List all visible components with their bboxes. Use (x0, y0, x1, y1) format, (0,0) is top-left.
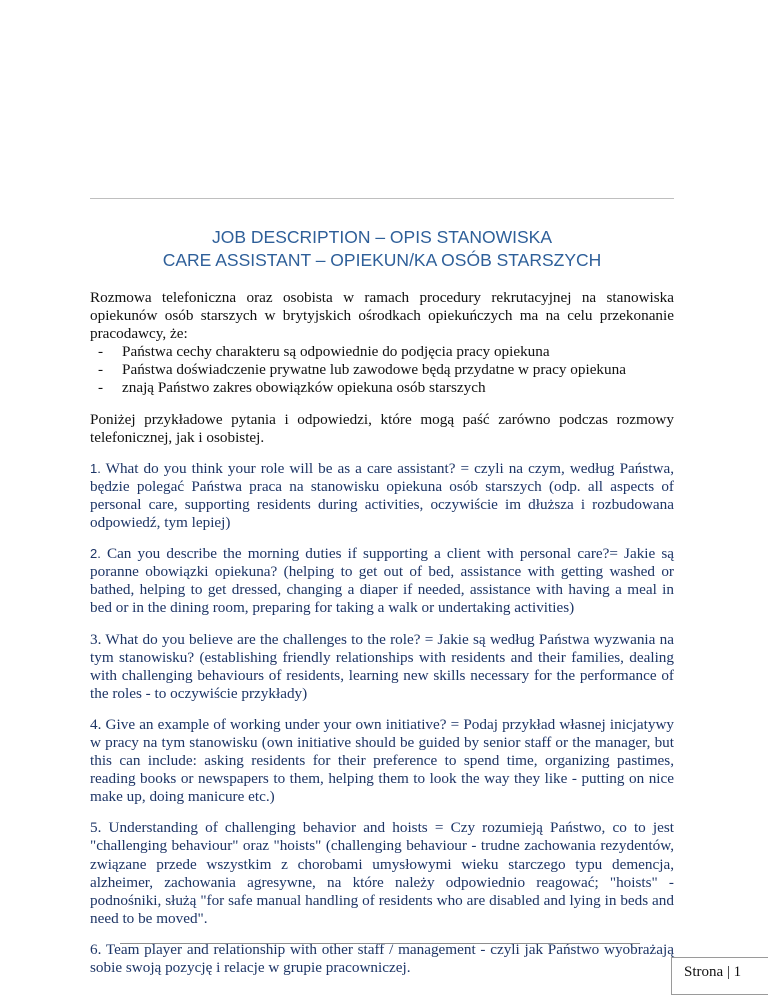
question-text: What do you think your role will be as a care assistant? = czyli na czym, według Państwa, będzie polegać Państwa praca na stanowisku opiekuna osób starszych (odp. all aspects of personal care, supporting residents during activities, oczywiście im dłuższa i rozbudowana odpowiedź, tym lepiej) (90, 459, 674, 532)
document-body (90, 289, 674, 990)
page-number: Strona | 1 (684, 964, 742, 980)
requirement-text: Państwa cechy charakteru są odpowiednie do podjęcia pracy opiekuna (122, 343, 550, 361)
title-line-2: CARE ASSISTANT – OPIEKUN/KA OSÓB STARSZYCH (162, 250, 602, 270)
question-1 (90, 460, 674, 532)
question-number: 5. (90, 819, 102, 837)
question-6 (90, 941, 674, 977)
question-3 (90, 631, 674, 703)
question-number: 1. (90, 460, 101, 476)
requirement-text: Państwa doświadczenie prywatne lub zawodowe będą przydatne w pracy opiekuna (122, 361, 626, 379)
question-text: Understanding of challenging behavior and hoists = Czy rozumieją Państwo, co to jest "challenging behaviour" oraz "hoists" (challenging behaviour - trudne zachowania rezydentów, związane przede wszystkim z chorobami umysłowymi wieku starczego typu demencja, alzheimer, zachowania agresywne, na które należy odpowiednio reagować; "hoists" - podnośniki, służą "for safe manual handling of residents who are disabled and lying in beds and need to be moved". (90, 819, 674, 927)
requirements-list (90, 343, 674, 397)
question-5 (90, 819, 674, 928)
question-2 (90, 545, 674, 617)
requirement-text: znają Państwo zakres obowiązków opiekuna osób starszych (122, 379, 486, 397)
question-number: 2. (90, 546, 101, 562)
document-title (90, 226, 674, 272)
question-number: 3. (90, 630, 102, 648)
question-text: Give an example of working under your own initiative? = Podaj przykład własnej inicjatywy w pracy na tym stanowisku (own initiative should be guided by senior staff or the manager, but this can include: asking residents for their preference to spend time, organizing pastimes, reading books or newspapers to them, helping them to look the way they like - putting on nice make up, doing manicure etc.) (90, 715, 674, 806)
list-item: - Państwa doświadczenie prywatne lub zawodowe będą przydatne w pracy opiekuna (98, 361, 626, 379)
question-number: 4. (90, 715, 102, 733)
footer-divider (120, 943, 640, 944)
questions-intro: Poniżej przykładowe pytania i odpowiedzi, które mogą paść zarówno podczas rozmowy telefonicznej, jak i osobistej. (90, 410, 674, 446)
question-text: What do you believe are the challenges to the role? = Jakie są według Państwa wyzwania na tym stanowisku? (establishing friendly relationships with residents and their families, dealing with challenging behaviours of residents, learning new skills necessary for the performance of the roles - to oczywiście przykłady) (90, 630, 674, 702)
question-4 (90, 716, 674, 806)
question-text: Can you describe the morning duties if supporting a client with personal care?= Jakie są poranne obowiązki opiekuna? (helping to get out of bed, assistance with getting washed or bathed, helping to get dressed, changing a diaper if needed, assistance with having a meal in bed or in the dining room, preparing for taking a walk or undertaking activities) (90, 545, 674, 617)
question-number: 6. (90, 940, 102, 958)
question-text: Team player and relationship with other staff / management - czyli jak Państwo wyobrażają sobie swoją pozycję i relacje w grupie pracowniczej. (90, 940, 674, 976)
intro-paragraph: Rozmowa telefoniczna oraz osobista w ramach procedury rekrutacyjnej na stanowiska opiekunów osób starszych w brytyjskich ośrodkach opiekuńczych ma na celu przekonanie pracodawcy, że: (90, 289, 674, 343)
page-footer (671, 957, 768, 995)
title-line-1: JOB DESCRIPTION – OPIS STANOWISKA (211, 227, 552, 247)
list-item: - znają Państwo zakres obowiązków opiekuna osób starszych (98, 379, 486, 397)
list-item: - Państwa cechy charakteru są odpowiednie do podjęcia pracy opiekuna (98, 343, 550, 361)
header-divider (90, 198, 674, 199)
